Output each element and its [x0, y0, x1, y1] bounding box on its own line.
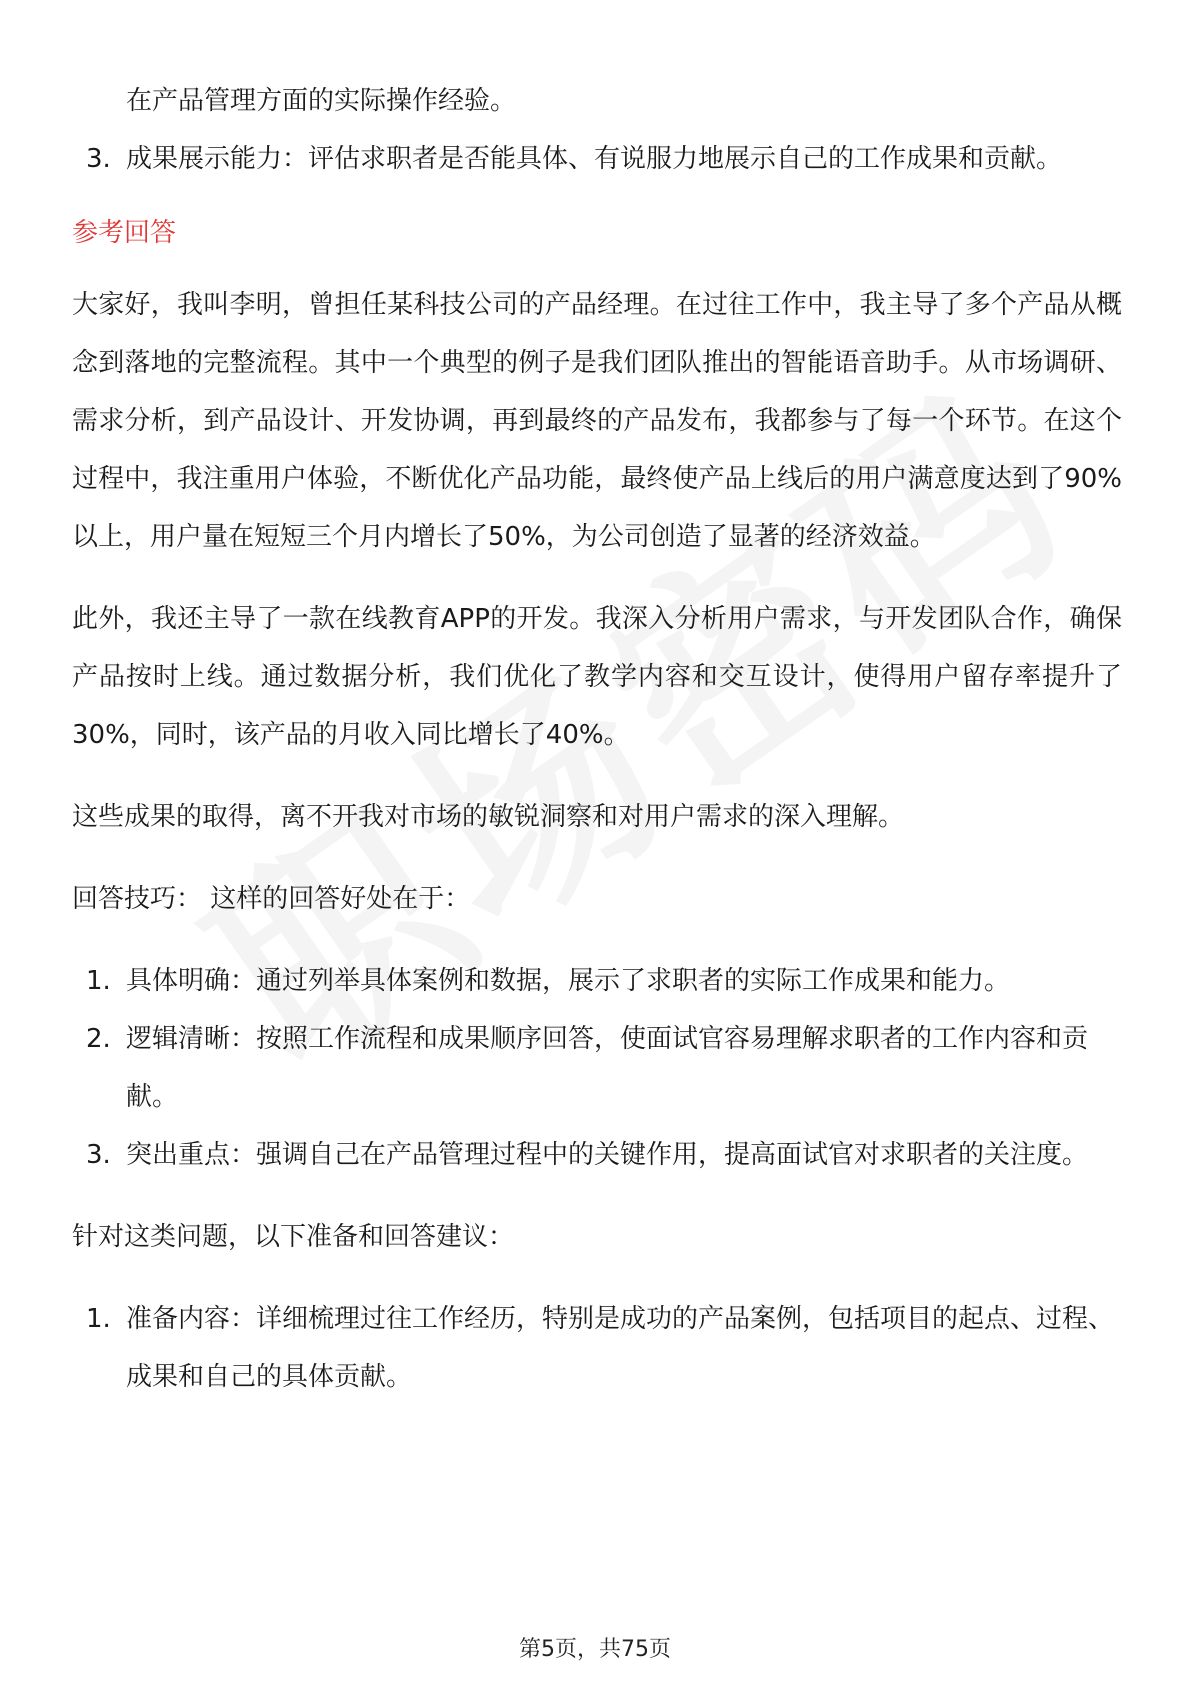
- evaluation-list: [72, 130, 1122, 188]
- list-item: [72, 130, 1122, 188]
- list-text: 成果展示能力：评估求职者是否能具体、有说服力地展示自己的工作成果和贡献。: [126, 144, 1063, 174]
- list-number: 2.: [86, 1024, 111, 1054]
- answer-paragraph: 这些成果的取得，离不开我对市场的敏锐洞察和对用户需求的深入理解。: [72, 802, 905, 832]
- tips-intro: 回答技巧： 这样的回答好处在于：: [72, 884, 471, 914]
- list-continuation: 在产品管理方面的实际操作经验。: [126, 86, 517, 116]
- list-item: [72, 952, 1122, 1010]
- answer-paragraph: 此外，我还主导了一款在线教育APP的开发。我深入分析用户需求，与开发团队合作，确保产品按时上线。通过数据分析，我们优化了教学内容和交互设计，使得用户留存率提升了30%，同时，该产品的月收入同比增长了40%。: [72, 604, 1122, 750]
- list-number: 3.: [86, 1140, 111, 1170]
- page-footer: 第5页，共75页: [519, 1637, 671, 1662]
- tips-list: [72, 952, 1122, 1184]
- list-item: [72, 1290, 1122, 1406]
- list-number: 1.: [86, 1304, 111, 1334]
- page-content: [72, 72, 1122, 1406]
- advice-list: [72, 1290, 1122, 1406]
- list-item: [72, 1126, 1122, 1184]
- list-text: 具体明确：通过列举具体案例和数据，展示了求职者的实际工作成果和能力。: [126, 966, 1011, 996]
- list-text: 逻辑清晰：按照工作流程和成果顺序回答，使面试官容易理解求职者的工作内容和贡献。: [126, 1024, 1089, 1112]
- list-text: 突出重点：强调自己在产品管理过程中的关键作用，提高面试官对求职者的关注度。: [126, 1140, 1089, 1170]
- list-item: [72, 1010, 1122, 1126]
- list-text: 准备内容：详细梳理过往工作经历，特别是成功的产品案例，包括项目的起点、过程、成果和自己的具体贡献。: [126, 1304, 1115, 1392]
- answer-paragraph: 大家好，我叫李明，曾担任某科技公司的产品经理。在过往工作中，我主导了多个产品从概念到落地的完整流程。其中一个典型的例子是我们团队推出的智能语音助手。从市场调研、需求分析，到产品设计、开发协调，再到最终的产品发布，我都参与了每一个环节。在这个过程中，我注重用户体验，不断优化产品功能，最终使产品上线后的用户满意度达到了90%以上，用户量在短短三个月内增长了50%，为公司创造了显著的经济效益。: [72, 290, 1122, 552]
- section-heading: 参考回答: [72, 218, 177, 248]
- advice-intro: 针对这类问题，以下准备和回答建议：: [72, 1222, 515, 1252]
- list-number: 1.: [86, 966, 111, 996]
- list-number: 3.: [86, 144, 111, 174]
